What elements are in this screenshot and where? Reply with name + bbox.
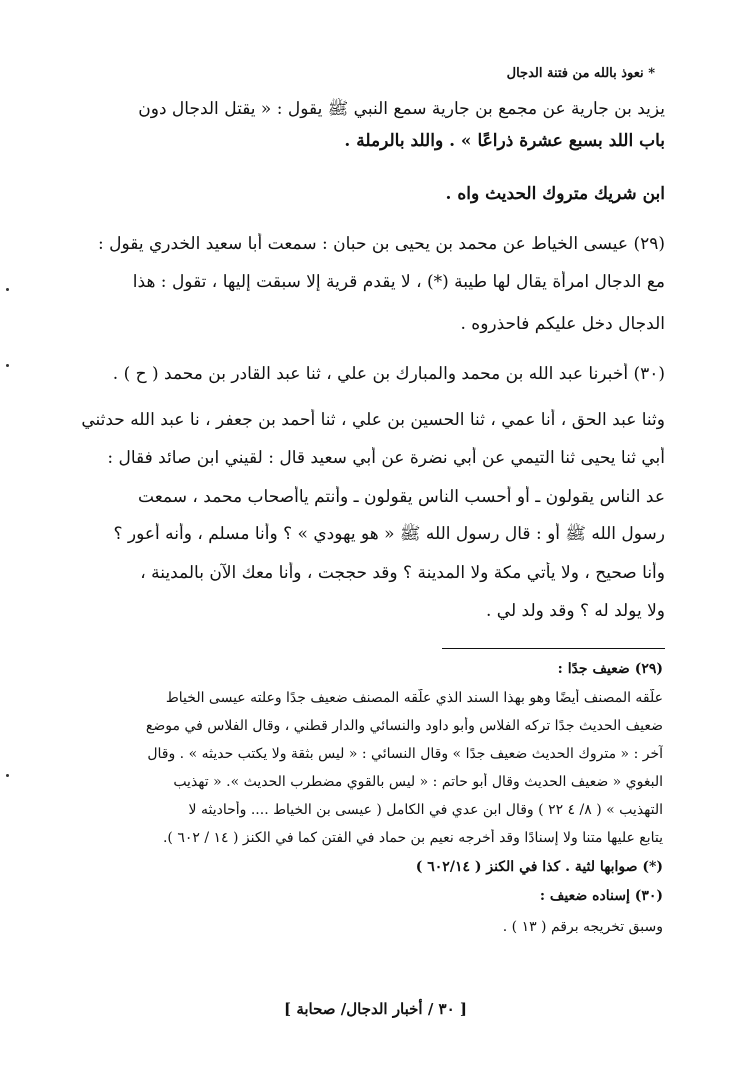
paragraph-3-line-2: مع الدجال امرأة يقال لها طيبة (*) ، لا يقدم قرية إلا سبقت إليها ، تقول : هذا [132, 272, 665, 292]
footnote-asterisk: (*) صوابها لثية . كذا في الكنز ( ٦٠٢/١٤ ) [415, 859, 663, 875]
footnote-29-line-5: التهذيب » ( ٨/ ٤ ٢٢ ) وقال ابن عدي في الكامل ( عيسى بن الخياط .... وأحاديثه لا [188, 802, 663, 818]
footnote-30-line-1: وسبق تخريجه برقم ( ١٣ ) . [502, 919, 663, 935]
paragraph-4-line-1: (٣٠) أخبرنا عبد الله بن محمد والمبارك بن علي ، ثنا عبد القادر بن محمد ( ح ) . [112, 364, 665, 384]
paragraph-4-line-6: وأنا صحيح ، ولا يأتي مكة ولا المدينة ؟ وقد حججت ، وأنا معك الآن بالمدينة ، [140, 563, 665, 583]
footnote-29-line-6: يتابع عليها متنا ولا إسنادًا وقد أخرجه نعيم بن حماد في الفتن كما في الكنز ( ١٤ / ٦٠٢ ). [162, 830, 663, 846]
paragraph-3-line-3: الدجال دخل عليكم فاحذروه . [460, 314, 665, 334]
paragraph-4-line-7: ولا يولد له ؟ وقد ولد لي . [486, 601, 665, 621]
footnote-divider [442, 648, 665, 649]
paragraph-4-line-3: أبي ثنا يحيى ثنا التيمي عن أبي نضرة عن أبي سعيد قال : لقيني ابن صائد فقال : [107, 448, 665, 468]
running-header: * نعوذ بالله من فتنة الدجال [506, 66, 655, 81]
margin-speck [6, 364, 9, 367]
paragraph-4-line-2: وثنا عبد الحق ، أنا عمي ، ثنا الحسين بن علي ، ثنا أحمد بن جعفر ، نا عبد الله حدثني [81, 410, 665, 430]
margin-speck [6, 774, 9, 777]
paragraph-3-line-1: (٢٩) عيسى الخياط عن محمد بن يحيى بن حبان : سمعت أبا سعيد الخدري يقول : [97, 234, 665, 254]
footnote-29-line-3: آخر : « متروك الحديث ضعيف جدًا » وقال النسائي : « ليس بثقة ولا يكتب حديثه » . وقال [147, 746, 663, 762]
paragraph-2: ابن شريك متروك الحديث واه . [445, 184, 665, 204]
footnote-29-title: (٢٩) ضعيف جدًا : [557, 661, 663, 677]
footnote-29-line-2: ضعيف الحديث جدًا تركه الفلاس وأبو داود والنسائي والدار قطني ، وقال الفلاس في موضع [145, 718, 663, 734]
paragraph-1-line-1: يزيد بن جارية عن مجمع بن جارية سمع النبي ﷺ يقول : « يقتل الدجال دون [138, 99, 665, 119]
footnote-29-line-4: البغوي « ضعيف الحديث وقال أبو حاتم : « ليس بالقوي مضطرب الحديث ». « تهذيب [173, 774, 663, 790]
page-footer: [ ٣٠ / أخبار الدجال/ صحابة ] [284, 1000, 467, 1018]
paragraph-4-line-5: رسول الله ﷺ أو : قال رسول الله ﷺ « هو يهودي » ؟ وأنا مسلم ، وأنه أعور ؟ [113, 524, 665, 544]
paragraph-4-line-4: عد الناس يقولون ـ أو أحسب الناس يقولون ـ وأنتم ياأصحاب محمد ، سمعت [138, 487, 665, 507]
margin-speck [6, 288, 9, 291]
paragraph-1-line-2: باب اللد بسبع عشرة ذراعًا » . واللد بالرملة . [344, 131, 665, 151]
footnote-29-line-1: علّقه المصنف أيضًا وهو بهذا السند الذي علّقه المصنف ضعيف جدًا وعلته عيسى الخياط [165, 690, 663, 706]
footnote-30-title: (٣٠) إسناده ضعيف : [539, 888, 663, 904]
